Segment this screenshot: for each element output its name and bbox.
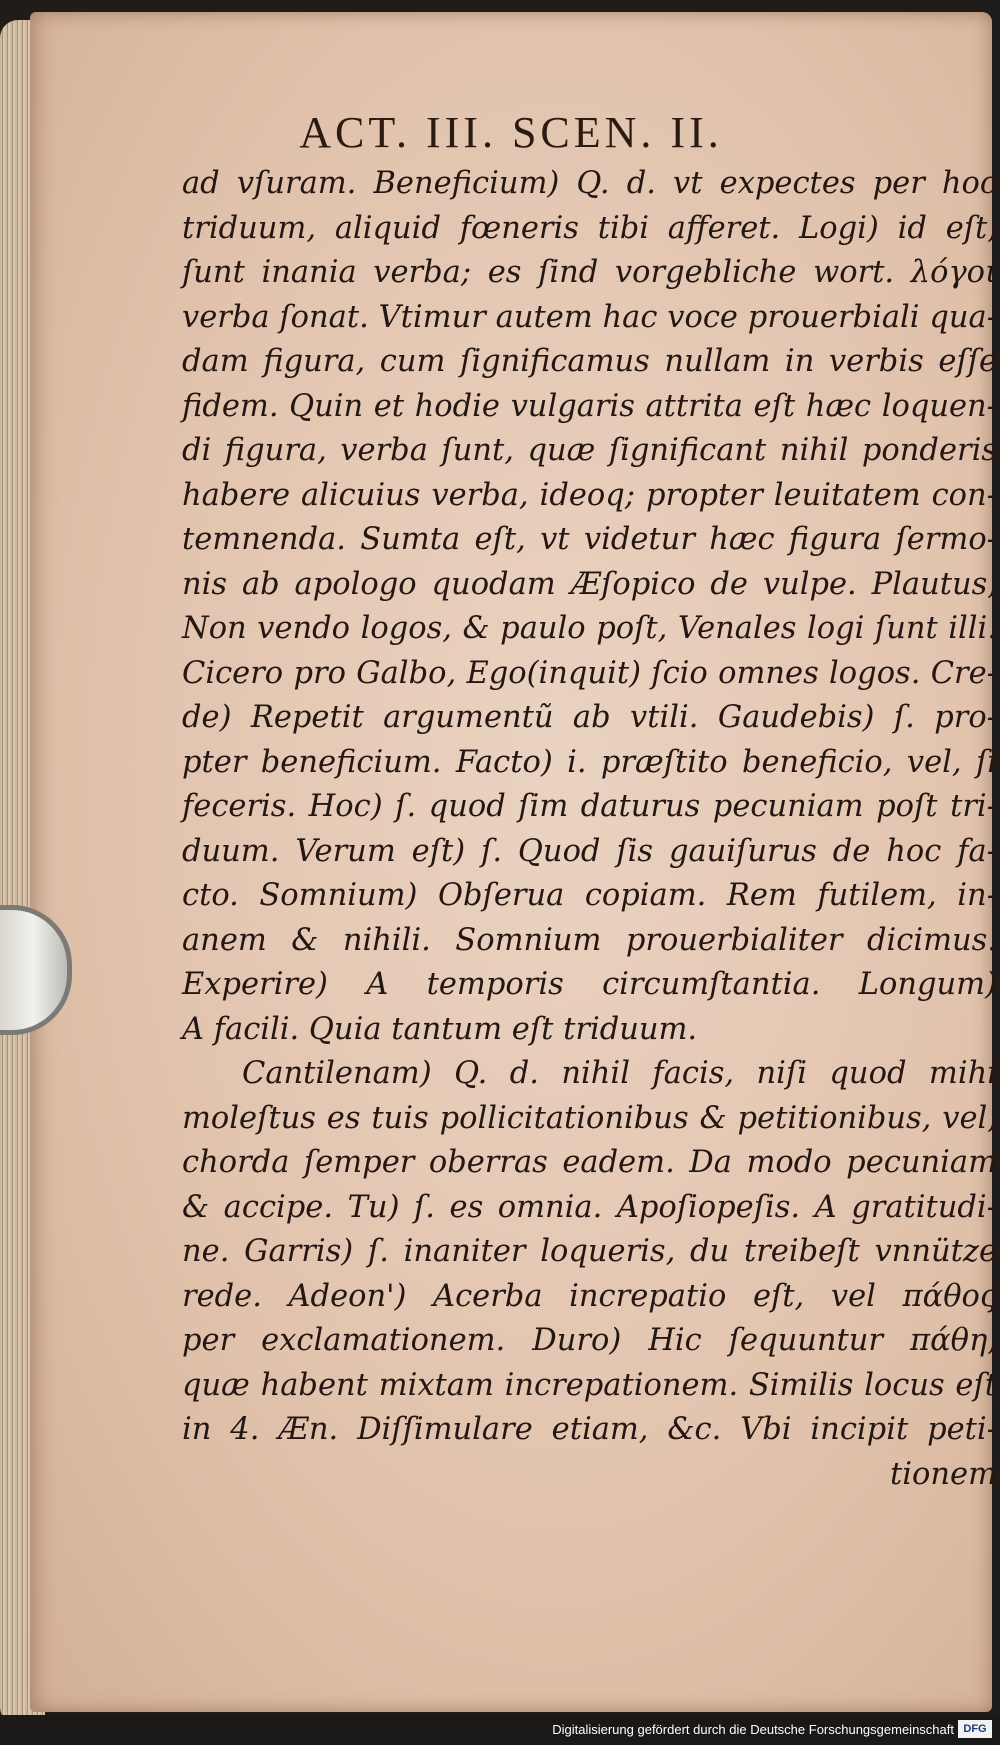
text-line: A facili. Quia tantum eſt triduum.: [182, 1011, 698, 1047]
text-line: nis ab apologo quodam Æſopico de vulpe. Plautus,: [182, 566, 997, 602]
text-line: chorda ſemper oberras eadem. Da modo pecuniam: [182, 1145, 997, 1180]
body-text: [182, 162, 997, 1497]
text-line: de) Repetit argumentũ ab vtili. Gaudebis) ſ. pro-: [182, 700, 997, 735]
funding-credit: Digitalisierung gefördert durch die Deutsche Forschungsgemeinschaft: [552, 1722, 954, 1737]
text-line: temnenda. Sumta eſt, vt videtur hæc figura ſermo-: [182, 522, 997, 557]
text-line: di figura, verba ſunt, quæ ſignificant nihil ponderis: [182, 433, 997, 468]
text-line: rede. Adeon') Acerba increpatio eſt, vel πάθος: [182, 1278, 997, 1314]
text-line: anem & nihili. Somnium prouerbialiter dicimus.: [182, 922, 997, 958]
text-line: Experire) A temporis circumſtantia. Longum): [182, 967, 997, 1002]
text-line: in 4. Æn. Diſſimulare etiam, &c. Vbi incipit peti-: [182, 1412, 997, 1447]
book-page: [30, 12, 997, 1712]
text-line: ne. Garris) ſ. inaniter loqueris, du treibeſt vnnütze: [182, 1234, 997, 1269]
text-line: cto. Somnium) Obſerua copiam. Rem futilem, in-: [182, 878, 997, 913]
dfg-logo: DFG: [958, 1720, 992, 1738]
text-line: habere alicuius verba, ideoq; propter leuitatem con-: [182, 477, 997, 513]
text-line: duum. Verum eſt) ſ. Quod ſis gauiſurus de hoc fa-: [182, 833, 997, 869]
text-line: Non vendo logos, & paulo poſt, Venales logi ſunt illi.: [182, 611, 997, 646]
text-line: per exclamationem. Duro) Hic ſequuntur πάθη,: [182, 1323, 997, 1358]
text-line: Cicero pro Galbo, Ego(inquit) ſcio omnes logos. Cre-: [182, 655, 997, 691]
text-line: Cantilenam) Q. d. nihil facis, niſi quod mihi: [242, 1056, 997, 1091]
text-line: verba ſonat. Vtimur autem hac voce prouerbiali qua-: [182, 299, 997, 335]
text-line: triduum, aliquid fœneris tibi afferet. Logi) id eſt,: [182, 210, 997, 246]
running-header: ACT. III. SCEN. II.: [299, 108, 723, 157]
catchword: tionem: [890, 1456, 997, 1492]
text-line: moleſtus es tuis pollicitationibus & petitionibus, vel,: [182, 1100, 997, 1136]
text-line: ad vſuram. Beneficium) Q. d. vt expectes per hoc: [182, 166, 997, 201]
text-line: ſunt inania verba; es ſind vorgebliche wort. λόγοι: [182, 255, 997, 290]
text-line: pter beneficium. Facto) i. præſtito beneficio, vel, ſi: [182, 744, 997, 780]
text-line: quæ habent mixtam increpationem. Similis locus eſt: [182, 1367, 997, 1403]
text-line: feceris. Hoc) ſ. quod ſim daturus pecuniam poſt tri-: [182, 789, 997, 824]
text-line: dam figura, cum ſignificamus nullam in verbis eſſe: [182, 344, 997, 379]
text-line: fidem. Quin et hodie vulgaris attrita eſt hæc loquen-: [182, 388, 997, 424]
text-line: & accipe. Tu) ſ. es omnia. Apoſiopeſis. A gratitudi-: [182, 1189, 997, 1225]
